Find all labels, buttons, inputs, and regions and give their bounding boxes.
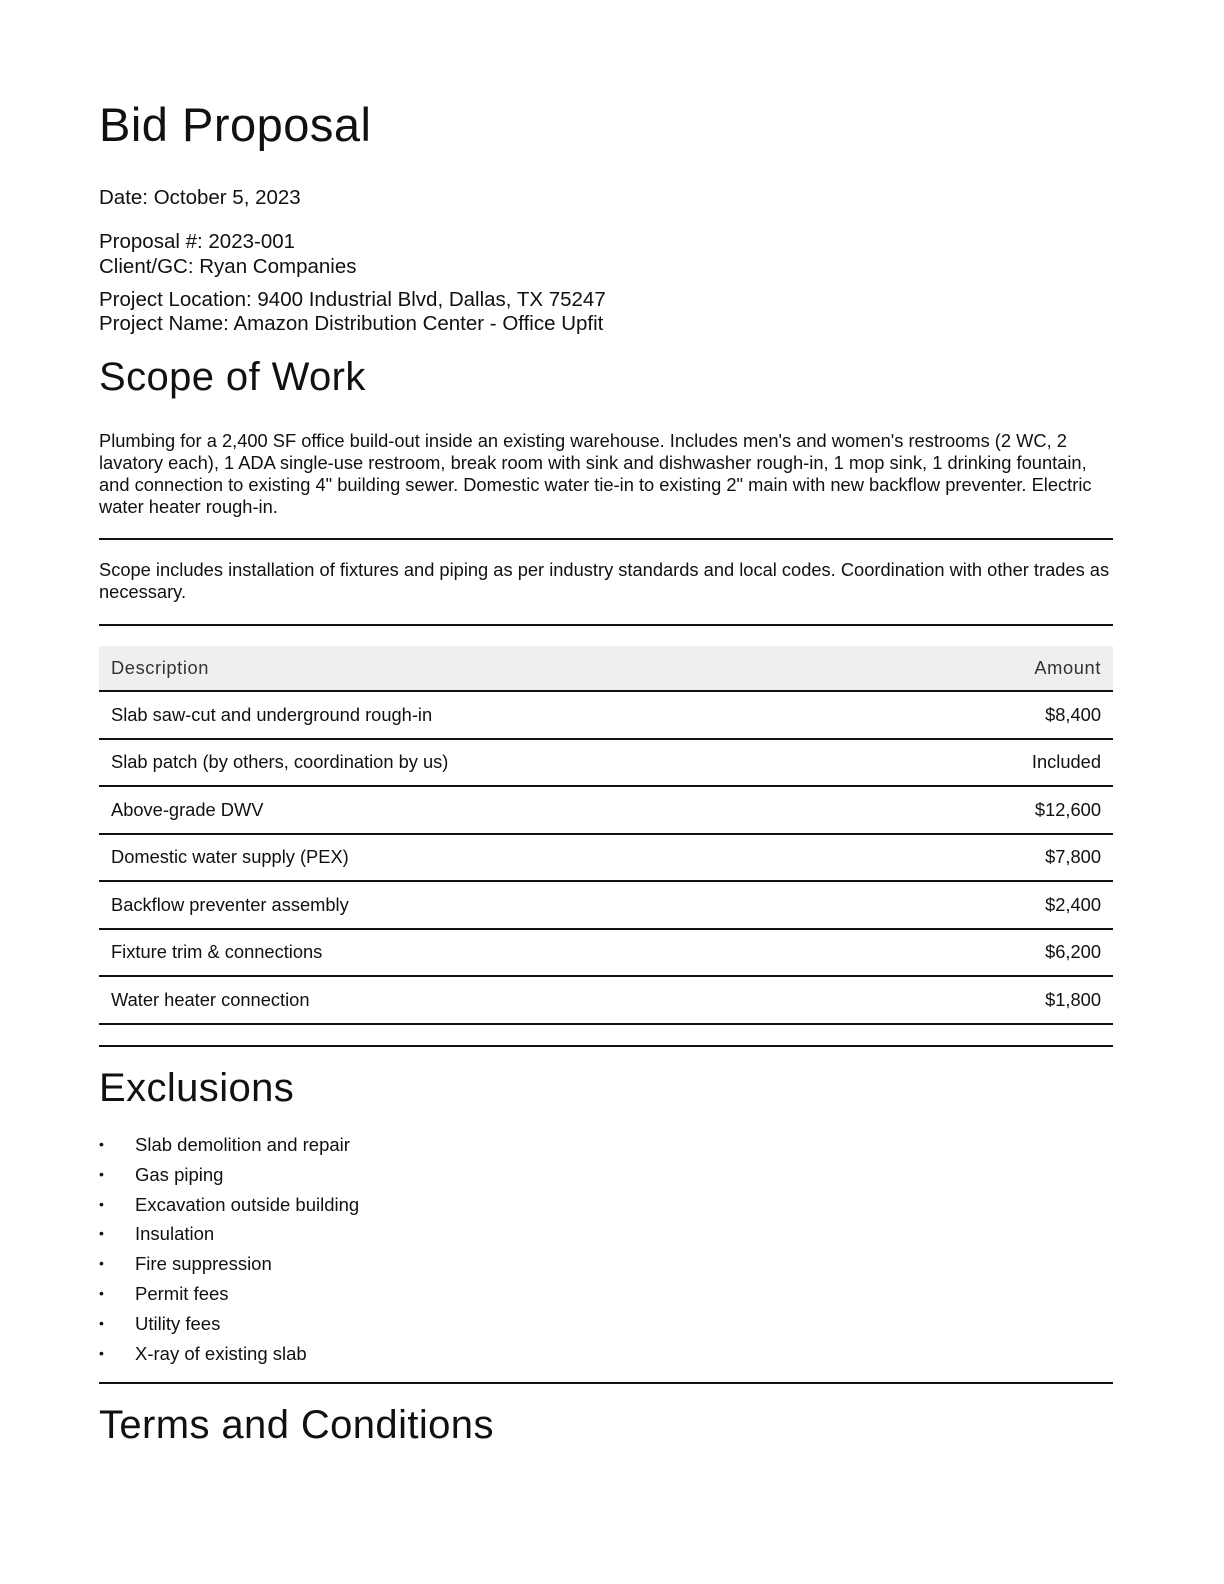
column-header-amount: Amount bbox=[905, 646, 1113, 691]
row-amount: $7,800 bbox=[905, 834, 1113, 882]
terms-and-conditions-heading: Terms and Conditions bbox=[99, 1403, 494, 1447]
project-location: Project Location: 9400 Industrial Blvd, Dallas, TX 75247 bbox=[99, 288, 606, 311]
pricing-table bbox=[99, 646, 1113, 1025]
table-row bbox=[99, 976, 1113, 1024]
divider bbox=[99, 1382, 1113, 1384]
table-row bbox=[99, 834, 1113, 882]
list-item bbox=[99, 1160, 359, 1190]
row-description: Backflow preventer assembly bbox=[99, 881, 905, 929]
project-name: Project Name: Amazon Distribution Center - Office Upfit bbox=[99, 312, 604, 335]
exclusion-text: Utility fees bbox=[135, 1312, 221, 1334]
exclusions-heading: Exclusions bbox=[99, 1066, 295, 1110]
bullet-icon: • bbox=[99, 1225, 104, 1242]
row-description: Slab saw-cut and underground rough-in bbox=[99, 691, 905, 739]
row-amount: Included bbox=[905, 739, 1113, 787]
bullet-icon: • bbox=[99, 1344, 104, 1361]
scope-of-work-heading: Scope of Work bbox=[99, 355, 366, 399]
divider bbox=[99, 1045, 1113, 1047]
exclusions-list bbox=[99, 1130, 359, 1368]
proposal-number: Proposal #: 2023-001 bbox=[99, 230, 296, 253]
exclusion-text: Fire suppression bbox=[135, 1253, 272, 1275]
exclusion-text: Permit fees bbox=[135, 1282, 229, 1304]
list-item bbox=[99, 1279, 359, 1309]
list-item bbox=[99, 1309, 359, 1339]
row-amount: $2,400 bbox=[905, 881, 1113, 929]
row-amount: $1,800 bbox=[905, 976, 1113, 1024]
row-amount: $6,200 bbox=[905, 929, 1113, 977]
list-item bbox=[99, 1219, 359, 1249]
row-description: Slab patch (by others, coordination by us) bbox=[99, 739, 905, 787]
row-amount: $12,600 bbox=[905, 786, 1113, 834]
exclusion-text: X-ray of existing slab bbox=[135, 1342, 307, 1364]
bullet-icon: • bbox=[99, 1195, 104, 1212]
row-amount: $8,400 bbox=[905, 691, 1113, 739]
bullet-icon: • bbox=[99, 1314, 104, 1331]
row-description: Water heater connection bbox=[99, 976, 905, 1024]
page-title: Bid Proposal bbox=[99, 98, 372, 151]
exclusion-text: Excavation outside building bbox=[135, 1193, 360, 1215]
row-description: Fixture trim & connections bbox=[99, 929, 905, 977]
table-row bbox=[99, 881, 1113, 929]
list-item bbox=[99, 1339, 359, 1369]
scope-standards-note: Scope includes installation of fixtures and piping as per industry standards and local codes. Coordination with other trades as necessary. bbox=[99, 559, 1110, 602]
exclusion-text: Slab demolition and repair bbox=[135, 1134, 350, 1155]
bullet-icon: • bbox=[99, 1165, 104, 1182]
client-gc: Client/GC: Ryan Companies bbox=[99, 255, 357, 278]
bullet-icon: • bbox=[99, 1255, 104, 1272]
table-row bbox=[99, 739, 1113, 787]
row-description: Domestic water supply (PEX) bbox=[99, 834, 905, 882]
divider bbox=[99, 538, 1113, 540]
list-item bbox=[99, 1130, 359, 1160]
bullet-icon: • bbox=[99, 1136, 104, 1152]
column-header-description: Description bbox=[99, 646, 905, 691]
list-item bbox=[99, 1190, 359, 1220]
divider bbox=[99, 624, 1113, 626]
exclusion-text: Insulation bbox=[135, 1223, 215, 1245]
table-row bbox=[99, 691, 1113, 739]
table-header-row bbox=[99, 646, 1113, 691]
table-row bbox=[99, 929, 1113, 977]
bullet-icon: • bbox=[99, 1284, 104, 1301]
list-item bbox=[99, 1249, 359, 1279]
row-description: Above-grade DWV bbox=[99, 786, 905, 834]
scope-description: Plumbing for a 2,400 SF office build-out inside an existing warehouse. Includes men's and women's restrooms (2 WC, 2 lavatory each), 1 ADA single-use restroom, break room with sink and dishwasher rough-in, 1 mop sink, 1 drinking fountain, and connection to existing 4" building sewer. Domestic water tie-in to existing 2" main with new backflow preventer. Electric water heater rough-in. bbox=[99, 430, 1092, 517]
proposal-date: Date: October 5, 2023 bbox=[99, 186, 301, 209]
exclusion-text: Gas piping bbox=[135, 1163, 224, 1185]
table-row bbox=[99, 786, 1113, 834]
